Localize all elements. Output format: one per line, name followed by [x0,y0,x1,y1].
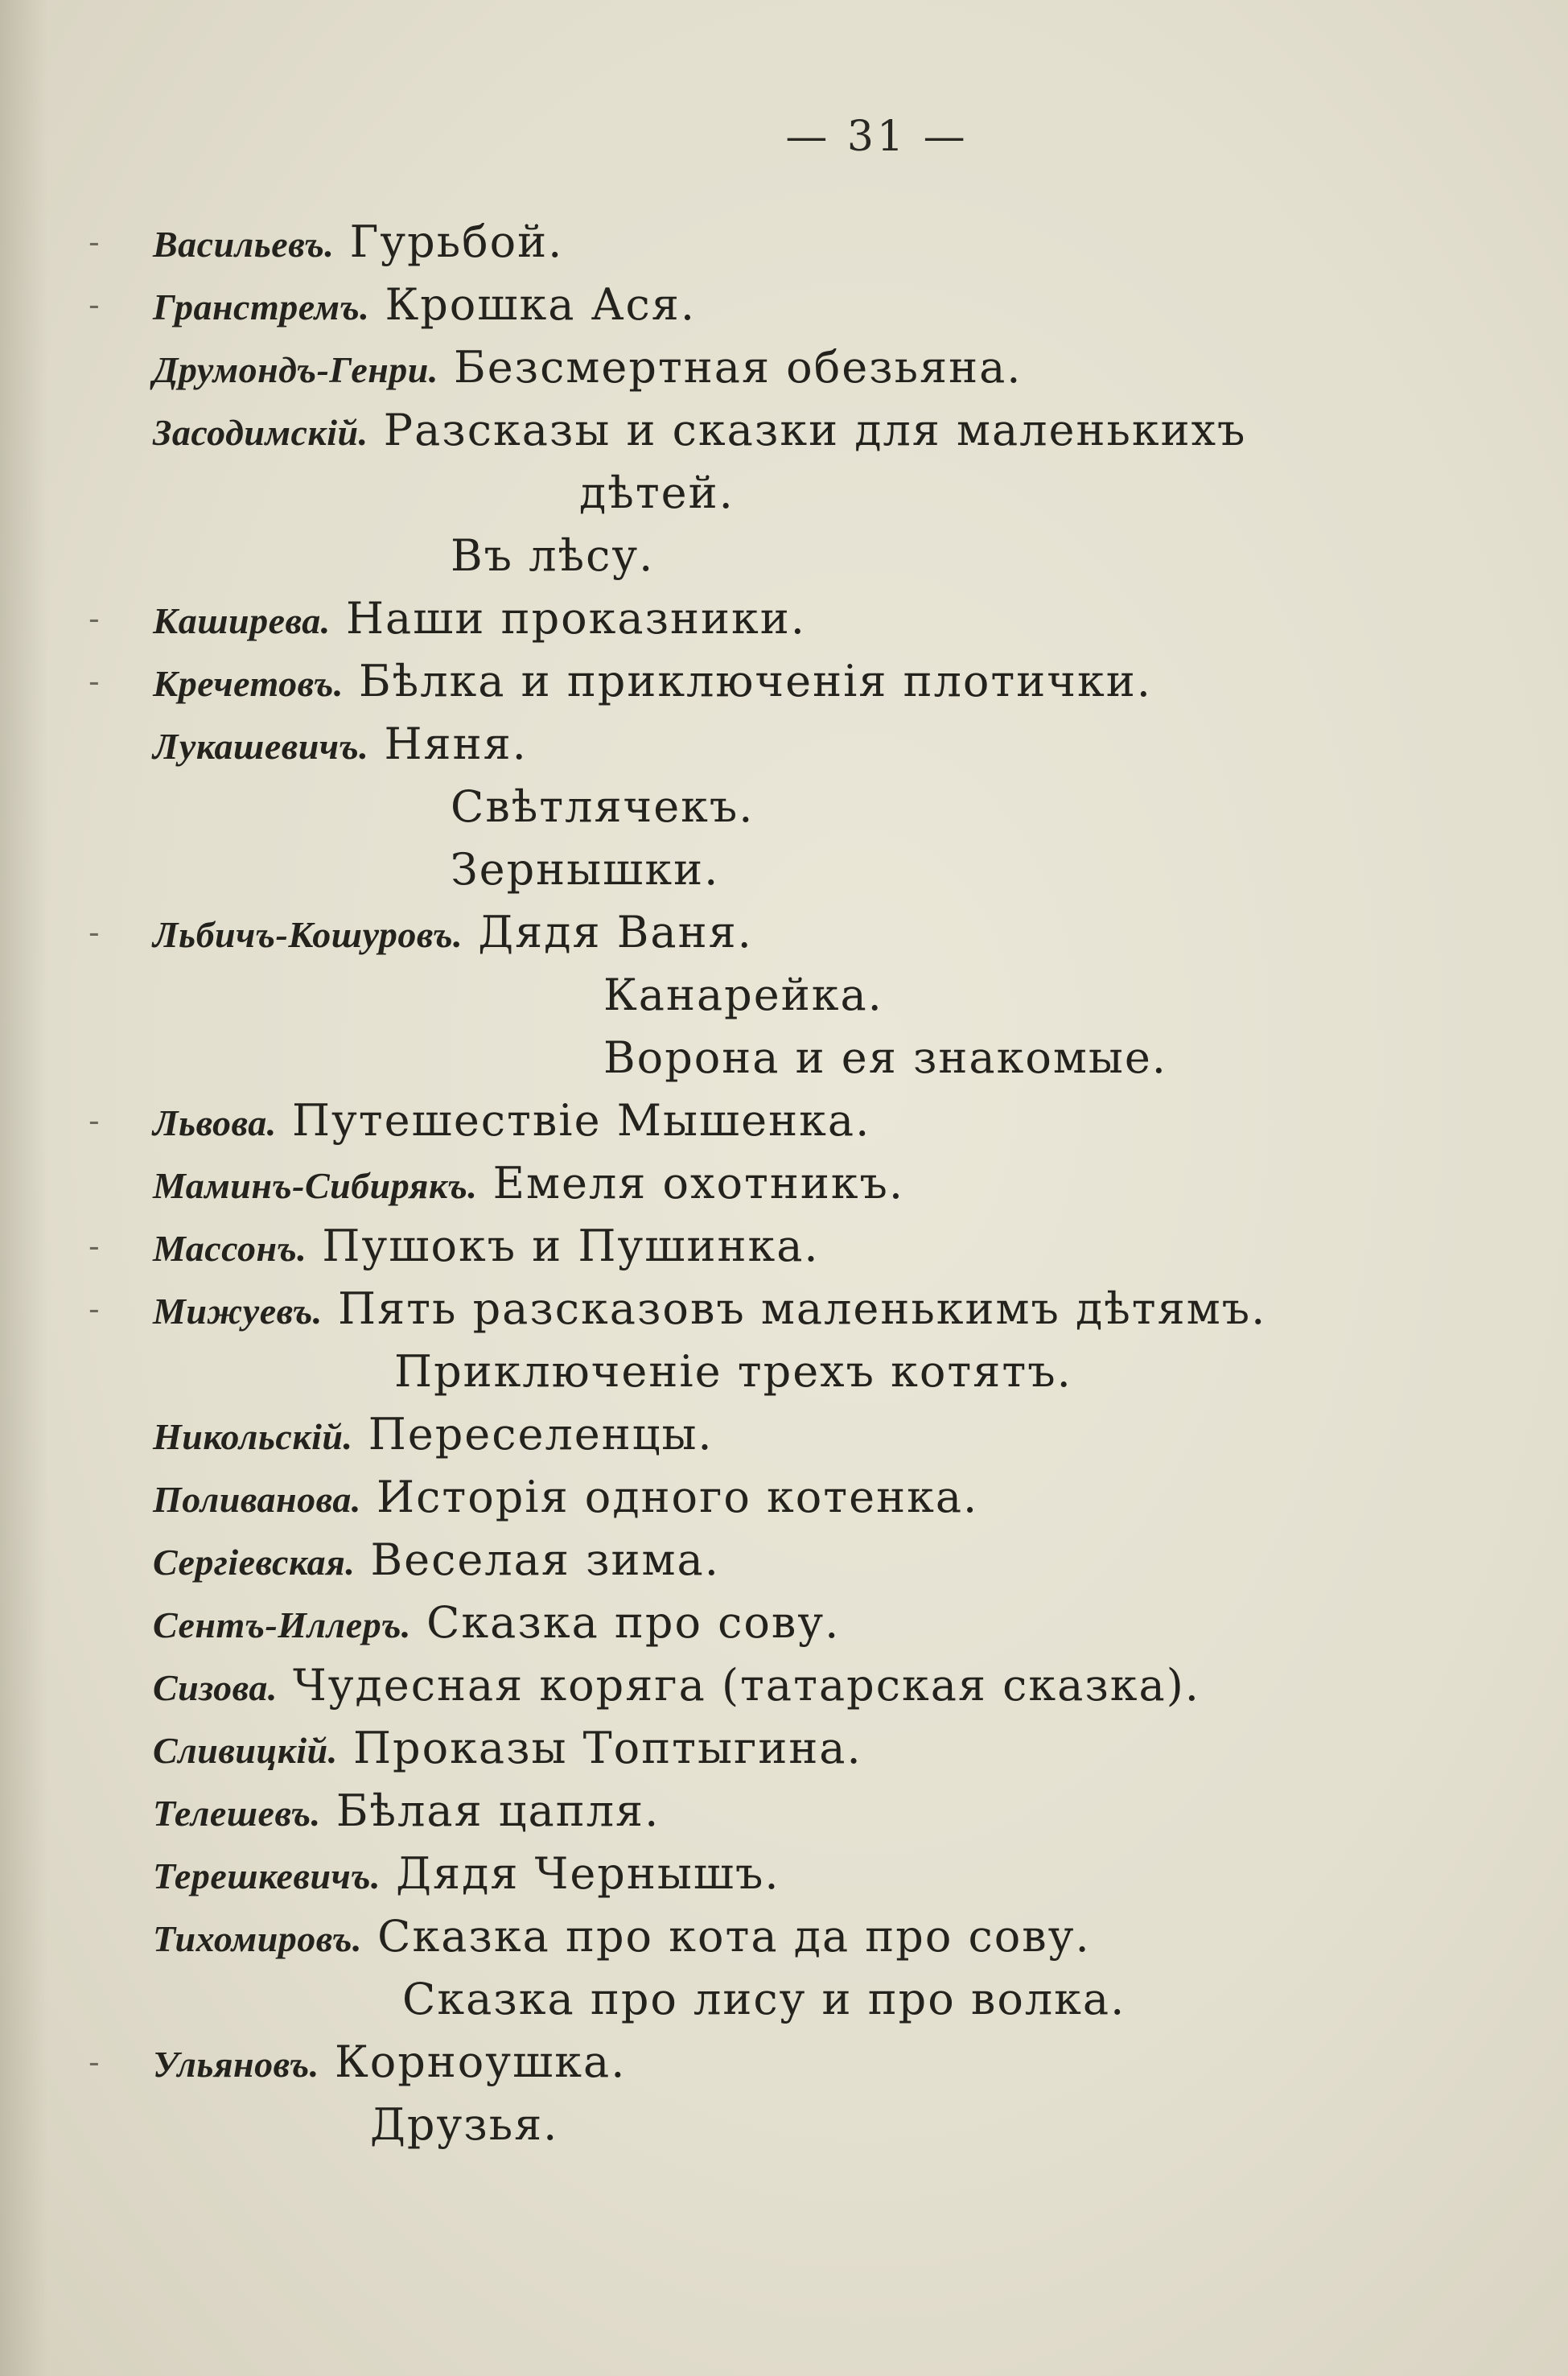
author-name: Сизова. [153,1667,278,1708]
list-entry [88,274,1521,336]
book-title: Корноушка. [334,2036,627,2087]
list-entry [153,1654,1521,1717]
author-name: Поливанова. [153,1479,361,1520]
book-title: Крошка Ася. [385,279,696,330]
book-title: Свѣтлячекъ. [451,781,755,832]
author-name: Телешевъ. [153,1793,321,1834]
pencil-mark: - [88,664,101,699]
book-title: Чудесная коряга (татарская сказка). [293,1660,1200,1711]
book-title: дѣтей. [579,467,735,518]
author-name: Львова. [153,1102,277,1143]
author-name: Ульяновъ. [153,2044,319,2085]
book-title: Разсказы и сказки для маленькихъ [383,405,1247,455]
pencil-mark: - [88,1291,101,1327]
book-title: Исторія одного котенка. [377,1472,979,1522]
author-name: Сентъ-Иллеръ. [153,1604,411,1645]
author-name: Друмондъ-Генри. [153,349,438,390]
list-entry [153,399,1521,587]
list-entry [88,211,1521,274]
author-name: Сергіевская. [153,1542,356,1583]
list-entry [88,1089,1521,1152]
book-title: Дядя Чернышъ. [396,1848,780,1899]
pencil-mark: - [88,1229,101,1264]
list-entry [153,1592,1521,1654]
book-title: Приключеніе трехъ котятъ. [394,1346,1072,1397]
book-title: Бѣлая цапля. [335,1785,661,1836]
author-name: Кречетовъ. [153,663,344,704]
author-name: Васильевъ. [153,224,335,265]
list-entry [88,1278,1521,1403]
list-entry [88,650,1521,713]
author-name: Тихомировъ. [153,1918,362,1959]
pencil-mark: - [88,2045,101,2080]
list-entry [153,1466,1521,1529]
list-entry [153,336,1521,399]
book-title: Сказка про сову. [426,1597,841,1648]
book-title: Гурьбой. [349,216,564,267]
author-name: Никольскій. [153,1416,353,1457]
book-title: Дядя Ваня. [478,907,753,957]
pencil-mark: - [88,915,101,950]
pencil-mark: - [88,224,101,260]
list-entry [153,1529,1521,1592]
list-entry [88,2031,1521,2156]
page-number: — 31 — [785,113,969,161]
author-name: Лукашевичъ. [153,726,369,767]
author-name: Сливицкій. [153,1730,338,1771]
book-title: Няня. [384,719,528,769]
book-title: Переселенцы. [368,1409,714,1460]
author-name: Льбичъ-Кошуровъ. [153,914,463,955]
author-list [88,211,1521,2156]
book-title: Проказы Топтыгина. [352,1723,862,1773]
book-title: Друзья. [370,2099,559,2150]
list-entry [153,1843,1521,1905]
author-name: Каширева. [153,600,331,641]
book-title: Въ лѣсу. [451,530,655,581]
author-name: Маминъ-Сибирякъ. [153,1165,478,1206]
author-name: Гранстремъ. [153,286,370,327]
author-name: Массонъ. [153,1228,307,1269]
book-title: Сказка про кота да про сову. [377,1911,1091,1962]
book-title: Канарейка. [603,970,883,1020]
book-title: Пять разсказовъ маленькимъ дѣтямъ. [337,1283,1267,1334]
list-entry [153,1152,1521,1215]
list-entry [88,1215,1521,1278]
list-entry [153,1780,1521,1843]
list-entry [153,1717,1521,1780]
book-title: Сказка про лису и про волка. [402,1974,1126,2024]
author-name: Терешкевичъ. [153,1855,381,1896]
list-entry [153,713,1521,901]
book-title: Емеля охотникъ. [492,1158,905,1209]
author-name: Мижуевъ. [153,1291,323,1332]
book-title: Зернышки. [451,844,720,895]
page-shadow [0,0,48,2376]
book-title: Пушокъ и Пушинка. [322,1221,820,1271]
book-title: Веселая зима. [370,1534,720,1585]
list-entry [88,901,1521,1089]
book-title: Ворона и ея знакомые. [603,1032,1167,1083]
book-title: Путешествіе Мышенка. [291,1095,871,1146]
pencil-mark: - [88,287,101,323]
pencil-mark: - [88,1103,101,1139]
book-title: Безсмертная обезьяна. [454,342,1023,393]
book-title: Наши проказники. [345,593,806,644]
author-name: Засодимскій. [153,412,368,453]
list-entry [88,587,1521,650]
book-title: Бѣлка и приключенія плотички. [359,656,1152,706]
pencil-mark: - [88,601,101,636]
list-entry [153,1403,1521,1466]
list-entry [153,1905,1521,2031]
